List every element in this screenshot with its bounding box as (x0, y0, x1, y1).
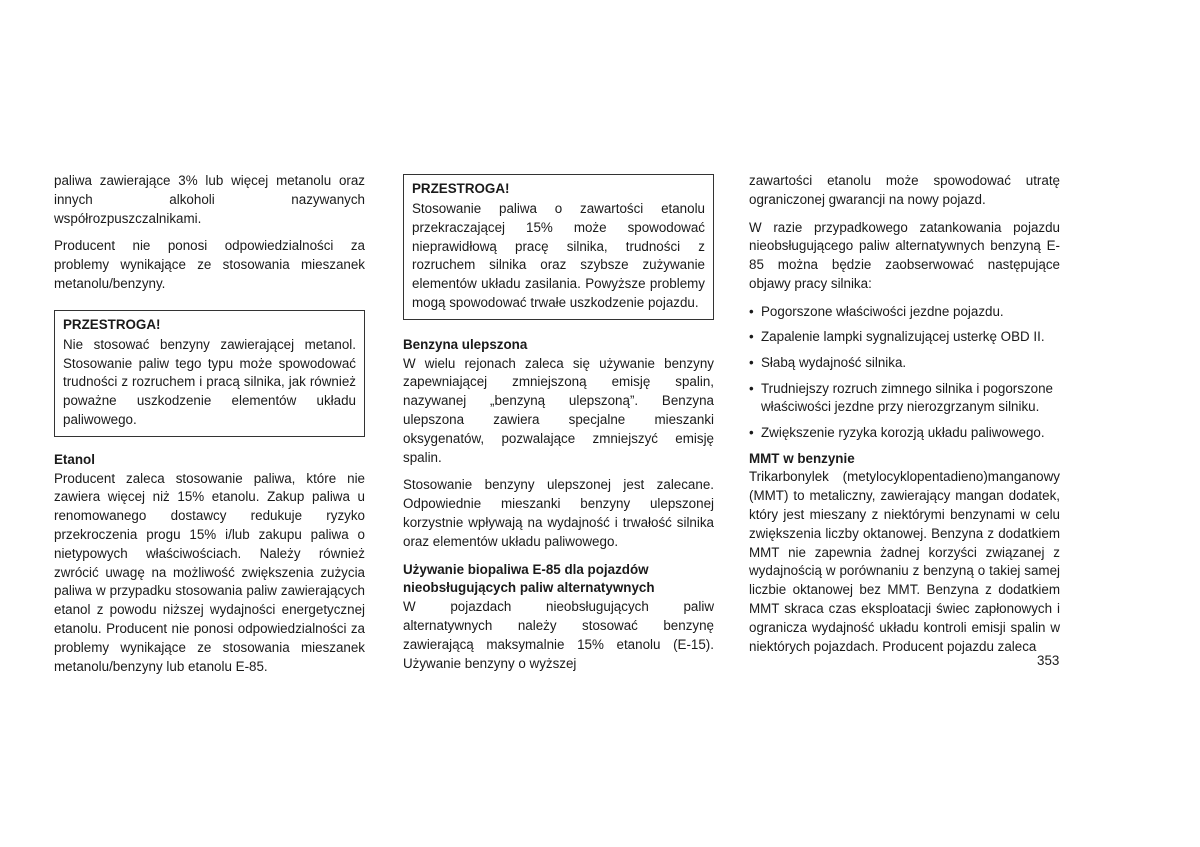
section-heading-e85: Używanie biopaliwa E-85 dla pojazdów nieobsługujących paliw alternatywnych (403, 561, 655, 596)
bullet-icon: • (749, 354, 754, 370)
paragraph-benzyna-ulepszona-2: Stosowanie benzyny ulepszonej jest zalecane. Odpowiednie mieszanki benzyny ulepszonej korzystnie wpływają na wydajność i trwałość silnika oraz elementów układu paliwowego. (403, 477, 714, 549)
bullet-icon: • (749, 424, 754, 440)
paragraph-etanol: Producent zaleca stosowanie paliwa, które nie zawiera więcej niż 15% etanolu. Zakup paliwa u renomowanego dostawcy redukuje ryzyko przekroczenia progu 15% i/lub zakupu paliwa o nietypowych właściwościach. Należy również zwrócić uwagę na możliwość zwiększenia zużycia paliwa w przypadku stosowania paliw zawierających etanol z powodu niższej wydajności energetycznej etanolu. Producent nie ponosi odpowiedzialności za problemy wynikające ze stosowania mieszanek metanolu/benzyny lub etanolu E-85. (54, 470, 365, 674)
paragraph-benzyna-ulepszona: W wielu rejonach zaleca się używanie benzyny zapewniającej zmniejszoną emisję spalin, nazywanej „benzyną ulepszoną”. Benzyna ulepszona zawiera specjalne mieszanki oksygenatów, pozwalające zmniejszyć emisję spalin. (403, 355, 714, 465)
warning-text: Stosowanie paliwa o zawartości etanolu przekraczającej 15% może spowodować nieprawidłową pracę silnika, trudności z rozruchem silnika oraz szybsze zużywanie elementów układu zasilania. Powyższe problemy mogą spowodować trwałe uszkodzenie pojazdu. (412, 201, 705, 310)
list-item: • Zwiększenie ryzyka korozją układu paliwowego. (749, 424, 1060, 443)
list-item: • Zapalenie lampki sygnalizującej usterkę OBD II. (749, 328, 1060, 347)
list-item: • Trudniejszy rozruch zimnego silnika i pogorszone właściwości jezdne przy nierozgrzanym silniku. (749, 380, 1053, 415)
section-heading-etanol: Etanol (54, 451, 95, 467)
warning-title: PRZESTROGA! (63, 316, 161, 332)
list-item: • Słabą wydajność silnika. (749, 354, 1060, 373)
bullet-icon: • (749, 380, 754, 396)
warning-box-methanol (54, 310, 365, 437)
warning-box-ethanol (403, 174, 714, 320)
paragraph-e85: W pojazdach nieobsługujących paliw alternatywnych należy stosować benzynę zawierającą maksymalnie 15% etanolu (E-15). Używanie benzyny o wyższej (403, 599, 714, 671)
paragraph-methanol-cont: paliwa zawierające 3% lub więcej metanolu oraz innych alkoholi nazywanych współrozpuszczalnikami. (54, 173, 365, 226)
bullet-icon: • (749, 303, 754, 319)
paragraph-symptoms-intro: W razie przypadkowego zatankowania pojazdu nieobsługującego paliw alternatywnych benzyną E-85 można będzie zaobserwować następujące objawy pracy silnika: (749, 219, 1060, 291)
column-middle (403, 174, 714, 673)
paragraph-warranty: zawartości etanolu może spowodować utratę ograniczonej gwarancji na nowy pojazd. (749, 173, 1060, 207)
symptoms-list (749, 303, 1060, 443)
page-number: 353 (1037, 653, 1060, 668)
column-left (54, 172, 365, 676)
list-item: • Pogorszone właściwości jezdne pojazdu. (749, 303, 1060, 322)
warning-text: Nie stosować benzyny zawierającej metanol. Stosowanie paliw tego typu może spowodować trudności z rozruchem i pracą silnika, jak również poważne uszkodzenie elementów układu paliwowego. (63, 336, 356, 427)
section-heading-mmt: MMT w benzynie (749, 450, 855, 466)
paragraph-liability: Producent nie ponosi odpowiedzialności za problemy wynikające ze stosowania mieszanek metanolu/benzyny. (54, 238, 365, 291)
section-heading-benzyna-ulepszona: Benzyna ulepszona (403, 336, 528, 352)
warning-title: PRZESTROGA! (412, 181, 510, 196)
bullet-icon: • (749, 329, 754, 345)
paragraph-mmt: Trikarbonylek (metylocyklopentadieno)manganowy (MMT) to metaliczny, zawierający mangan dodatek, który jest mieszany z niektórymi benzynami w celu zwiększenia liczby oktanowej. Benzyna z dodatkiem MMT nie zapewnia żadnej korzyści związanej z wydajnością w porównaniu z benzyną o takiej samej liczbie oktanowej bez MMT. Benzyna z dodatkiem MMT skraca czas eksploatacji świec zapłonowych i ogranicza wydajność układu kontroli emisji spalin w niektórych pojazdach. Producent pojazdu zaleca (749, 469, 1060, 654)
column-right (749, 172, 1060, 656)
